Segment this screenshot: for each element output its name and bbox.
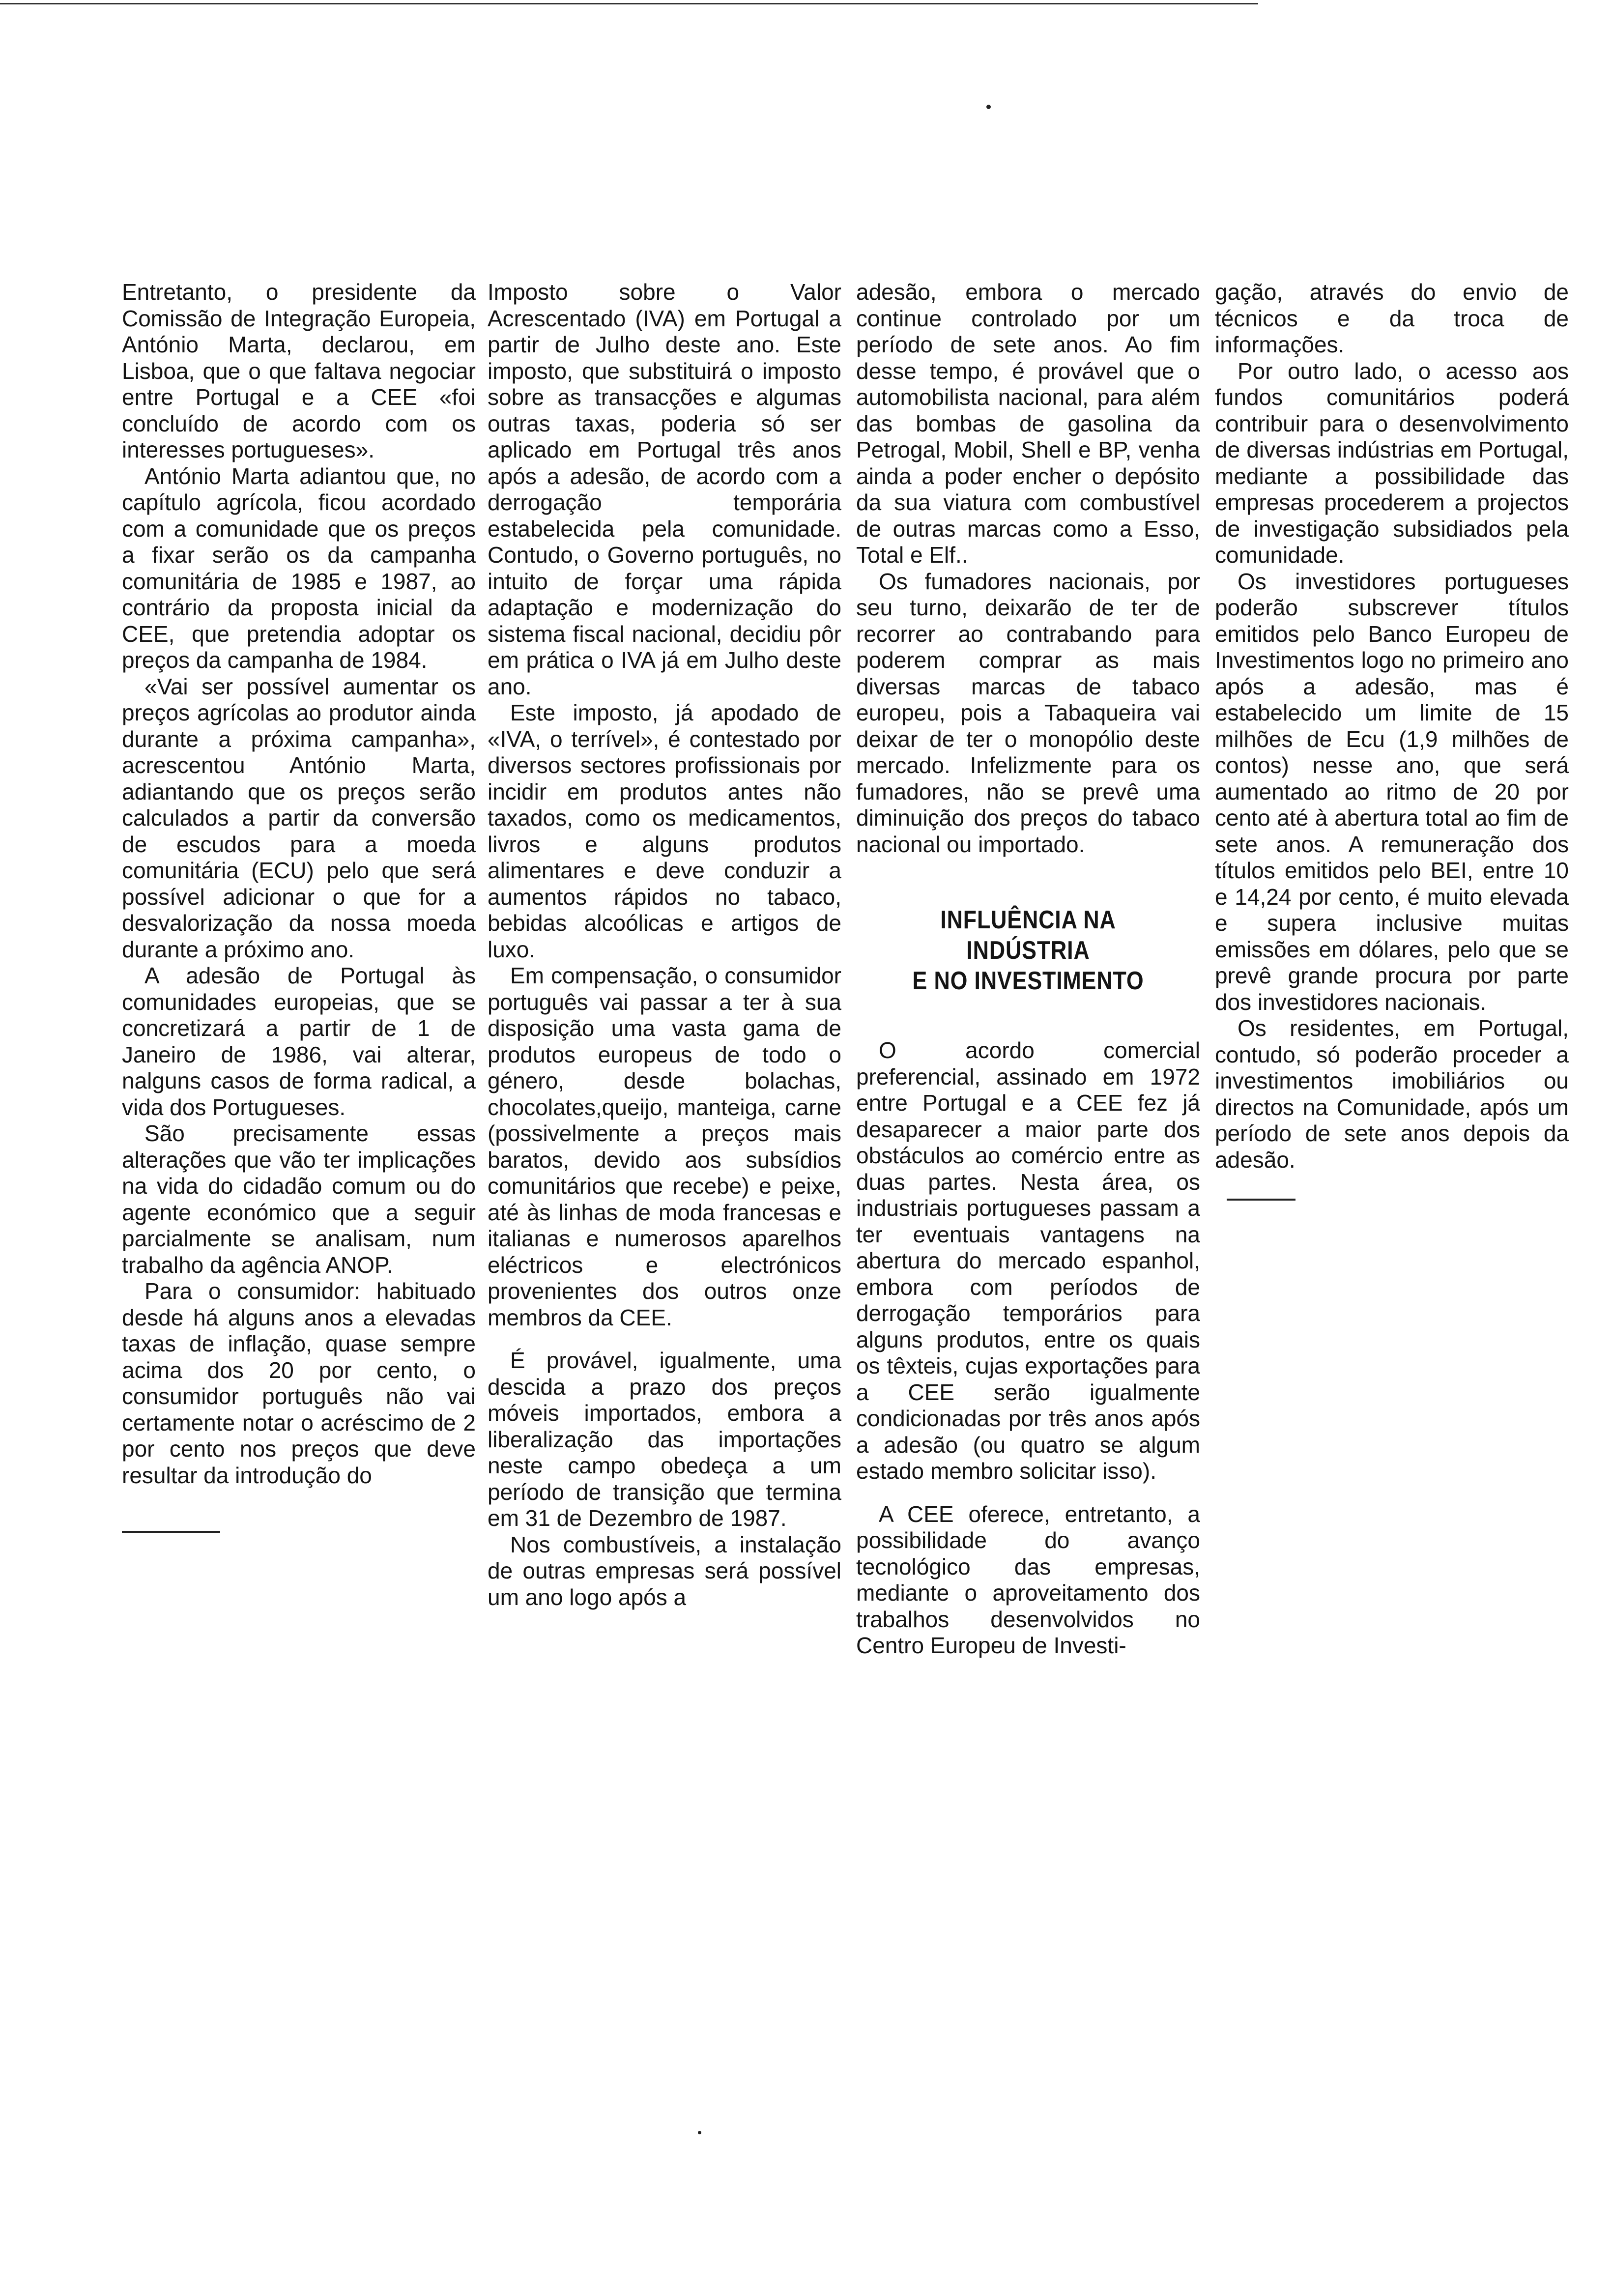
section-heading-line: INFLUÊNCIA NA INDÚSTRIA (940, 906, 1116, 965)
paragraph: Nos combustíveis, a instalação de outras empresas será possível um ano logo após a (488, 1531, 841, 1610)
paragraph: Para o consumidor: habituado desde há alguns anos a elevadas taxas de inflação, quase sempre acima dos 20 por cento, o consumidor português não vai certamente notar o acréscimo de 2 por cento nos preços que deve resultar da introdução do (122, 1278, 476, 1488)
paragraph: António Marta adiantou que, no capítulo agrícola, ficou acordado com a comunidade que os preços a fixar serão os da campanha comunitária de 1985 e 1987, ao contrário da proposta inicial da CEE, que pretendia adoptar os preços da campanha de 1984. (122, 463, 476, 673)
scan-speck (986, 105, 991, 109)
paragraph: Os investidores portugueses poderão subscrever títulos emitidos pelo Banco Europeu de Investimentos logo no primeiro ano após a adesão, mas é estabelecido um limite de 15 milhões de Ecu (1,9 milhões de contos) nesse ano, que será aumentado ao ritmo de 20 por cento até à abertura total ao fim de sete anos. A remuneração dos títulos emitidos pelo BEI, entre 10 e 14,24 por cento, é muito elevada e supera inclusive muitas emissões em dólares, pelo que se prevê grande procura por parte dos investidores nacionais. (1215, 568, 1569, 1015)
paragraph: Imposto sobre o Valor Acrescentado (IVA) em Portugal a partir de Julho deste ano. Este imposto, que substituirá o imposto sobre as transacções e algumas outras taxas, poderia só ser aplicado em Portugal três anos após a adesão, de acordo com a derrogação temporária estabelecida pela comunidade. Contudo, o Governo português, no intuito de forçar uma rápida adaptação e modernização do sistema fiscal nacional, decidiu pôr em prática o IVA já em Julho deste ano. (488, 279, 841, 699)
column-end-rule (1227, 1199, 1295, 1201)
column-1 (122, 279, 476, 1533)
column-3 (856, 279, 1200, 1659)
paragraph: Os fumadores nacionais, por seu turno, deixarão de ter de recorrer ao contrabando para poderem comprar as mais diversas marcas de tabaco europeu, pois a Tabaqueira vai deixar de ter o monopólio deste mercado. Infelizmente para os fumadores, não se prevê uma diminuição dos preços do tabaco nacional ou importado. (856, 568, 1200, 857)
paragraph: A CEE oferece, entretanto, a possibilidade do avanço tecnológico das empresas, mediante o aproveitamento dos trabalhos desenvolvidos no Centro Europeu de Investi- (856, 1501, 1200, 1658)
paragraph: Entretanto, o presidente da Comissão de Integração Europeia, António Marta, declarou, em Lisboa, que o que faltava negociar entre Portugal e a CEE «foi concluído de acordo com os interesses portugueses». (122, 279, 476, 462)
paragraph: Os residentes, em Portugal, contudo, só poderão proceder a investimentos imobiliários ou directos na Comunidade, após um período de sete anos depois da adesão. (1215, 1015, 1569, 1173)
paragraph: Em compensação, o consumidor português vai passar a ter à sua disposição uma vasta gama de produtos europeus de todo o género, desde bolachas, chocolates,queijo, manteiga, carne (possivelmente a preços mais baratos, devido aos subsídios comunitários que recebe) e peixe, até às linhas de moda francesas e italianas e numerosos aparelhos eléctricos e electrónicos provenientes dos outros onze membros da CEE. (488, 963, 841, 1330)
section-heading-line: E NO INVESTIMENTO (912, 967, 1144, 995)
paragraph: gação, através do envio de técnicos e da troca de informações. (1215, 279, 1569, 357)
paragraph: É provável, igualmente, uma descida a prazo dos preços móveis importados, embora a liberalização das importações neste campo obedeça a um período de transição que termina em 31 de Dezembro de 1987. (488, 1348, 841, 1531)
paragraph: São precisamente essas alterações que vão ter implicações na vida do cidadão comum ou do agente económico que a seguir parcialmente se analisam, num trabalho da agência ANOP. (122, 1120, 476, 1278)
paragraph: adesão, embora o mercado continue controlado por um período de sete anos. Ao fim desse tempo, é provável que o automobilista nacional, para além das bombas de gasolina da Petrogal, Mobil, Shell e BP, venha ainda a poder encher o depósito da sua viatura com combustível de outras marcas como a Esso, Total e Elf.. (856, 279, 1200, 568)
column-4 (1215, 279, 1569, 1201)
top-edge-rule (0, 3, 1258, 4)
paragraph: Este imposto, já apodado de «IVA, o terrível», é contestado por diversos sectores profissionais por incidir em produtos antes não taxados, como os medicamentos, livros e alguns produtos alimentares e deve conduzir a aumentos rápidos no tabaco, bebidas alcoólicas e artigos de luxo. (488, 700, 841, 962)
paragraph: O acordo comercial preferencial, assinado em 1972 entre Portugal e a CEE fez já desaparecer a maior parte dos obstáculos ao comércio entre as duas partes. Nesta área, os industriais portugueses passam a ter eventuais vantagens na abertura do mercado espanhol, embora com períodos de derrogação temporários para alguns produtos, entre os quais os têxteis, cujas exportações para a CEE serão igualmente condicionadas por três anos após a adesão (ou quatro se algum estado membro solicitar isso). (856, 1037, 1200, 1484)
paragraph: Por outro lado, o acesso aos fundos comunitários poderá contribuir para o desenvolvimento de diversas indústrias em Portugal, mediante a possibilidade das empresas procederem a projectos de investigação subsidiados pela comunidade. (1215, 358, 1569, 568)
column-end-rule (122, 1531, 220, 1533)
column-2 (488, 279, 841, 1610)
paragraph: «Vai ser possível aumentar os preços agrícolas ao produtor ainda durante a próxima campanha», acrescentou António Marta, adiantando que os preços serão calculados a partir da conversão de escudos para a moeda comunitária (ECU) pelo que será possível adicionar o que for a desvalorização da nossa moeda durante a próximo ano. (122, 673, 476, 962)
scan-speck (698, 2131, 701, 2134)
section-heading (880, 905, 1176, 996)
paragraph: A adesão de Portugal às comunidades europeias, que se concretizará a partir de 1 de Janeiro de 1986, vai alterar, nalguns casos de forma radical, a vida dos Portugueses. (122, 963, 476, 1120)
